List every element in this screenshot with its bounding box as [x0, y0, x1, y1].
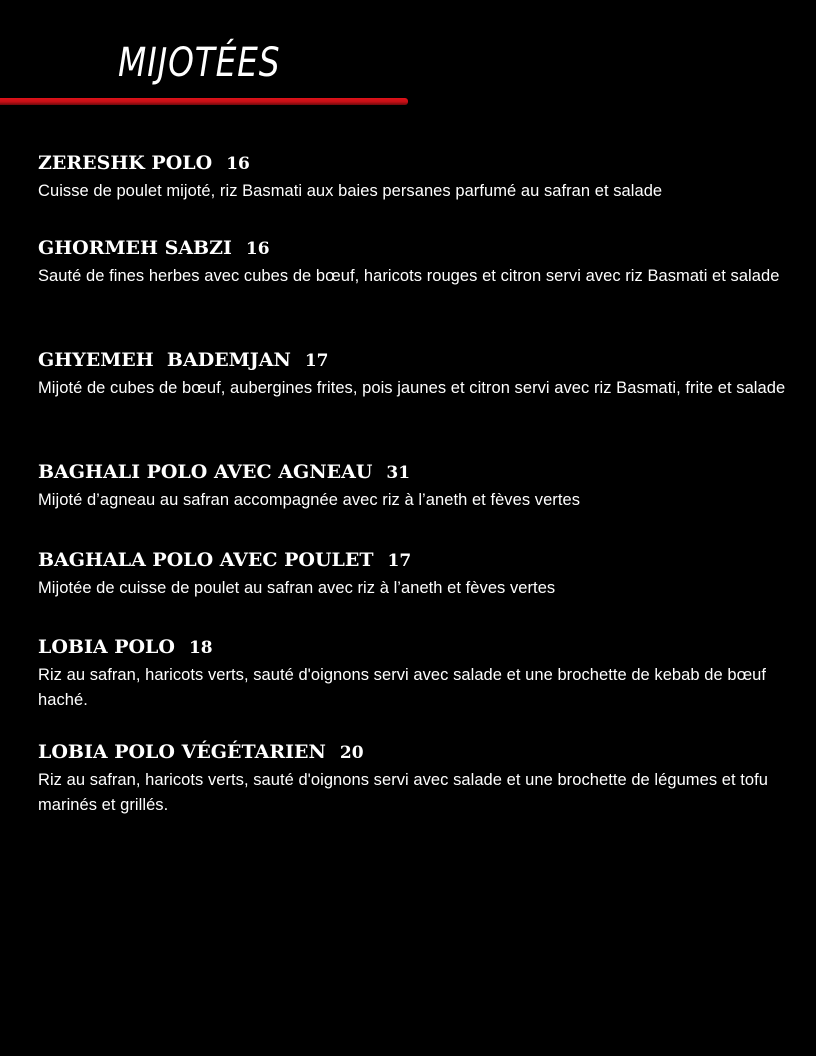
- item-description: Sauté de fines herbes avec cubes de bœuf, haricots rouges et citron servi avec riz Basmati et salade: [38, 267, 780, 285]
- item-price: 16: [226, 154, 250, 174]
- item-name: BAGHALI POLO AVEC AGNEAU: [38, 461, 373, 483]
- item-description: Riz au safran, haricots verts, sauté d'oignons servi avec salade et une brochette de kebab de bœuf haché.: [38, 666, 767, 709]
- item-name: GHORMEH SABZI: [38, 237, 232, 259]
- item-name: BAGHALA POLO AVEC POULET: [38, 549, 374, 571]
- item-description: Riz au safran, haricots verts, sauté d'oignons servi avec salade et une brochette de légumes et tofu marinés et grillés.: [38, 771, 768, 814]
- item-heading: [38, 459, 798, 486]
- item-price: 17: [387, 551, 412, 571]
- section-title: MIJOTÉES: [118, 40, 281, 86]
- item-price: 16: [245, 239, 270, 259]
- item-heading: [38, 235, 798, 262]
- item-description: Mijotée de cuisse de poulet au safran avec riz à l’aneth et fèves vertes: [38, 579, 556, 597]
- item-heading: [38, 150, 798, 177]
- menu-item-baghali-polo-agneau: [38, 459, 798, 513]
- item-heading: [38, 634, 798, 661]
- item-description: Mijoté d’agneau au safran accompagnée avec riz à l’aneth et fèves vertes: [38, 491, 581, 509]
- menu-item-lobia-polo-vegetarien: [38, 739, 798, 818]
- item-name: LOBIA POLO VÉGÉTARIEN: [38, 741, 326, 763]
- item-name: LOBIA POLO: [38, 636, 175, 658]
- item-heading: [38, 347, 798, 374]
- item-price: 20: [339, 743, 364, 763]
- item-name: ZERESHK POLO: [38, 152, 213, 174]
- item-price: 31: [386, 463, 411, 483]
- menu-item-lobia-polo: [38, 634, 798, 713]
- item-description: Cuisse de poulet mijoté, riz Basmati aux baies persanes parfumé au safran et salade: [38, 182, 663, 200]
- item-description: Mijoté de cubes de bœuf, aubergines frites, pois jaunes et citron servi avec riz Basmati, frite et salade: [38, 379, 786, 397]
- menu-item-ghyemeh-bademjan: [38, 347, 798, 401]
- item-name: GHYEMEH BADEMJAN: [38, 349, 291, 371]
- item-price: 18: [188, 638, 213, 658]
- menu-item-zereshk-polo: [38, 150, 798, 204]
- menu-item-baghala-polo-poulet: [38, 547, 798, 601]
- menu-item-ghormeh-sabzi: [38, 235, 798, 289]
- item-price: 17: [304, 351, 329, 371]
- item-heading: [38, 739, 798, 766]
- item-heading: [38, 547, 798, 574]
- title-underline-rule: [0, 98, 408, 105]
